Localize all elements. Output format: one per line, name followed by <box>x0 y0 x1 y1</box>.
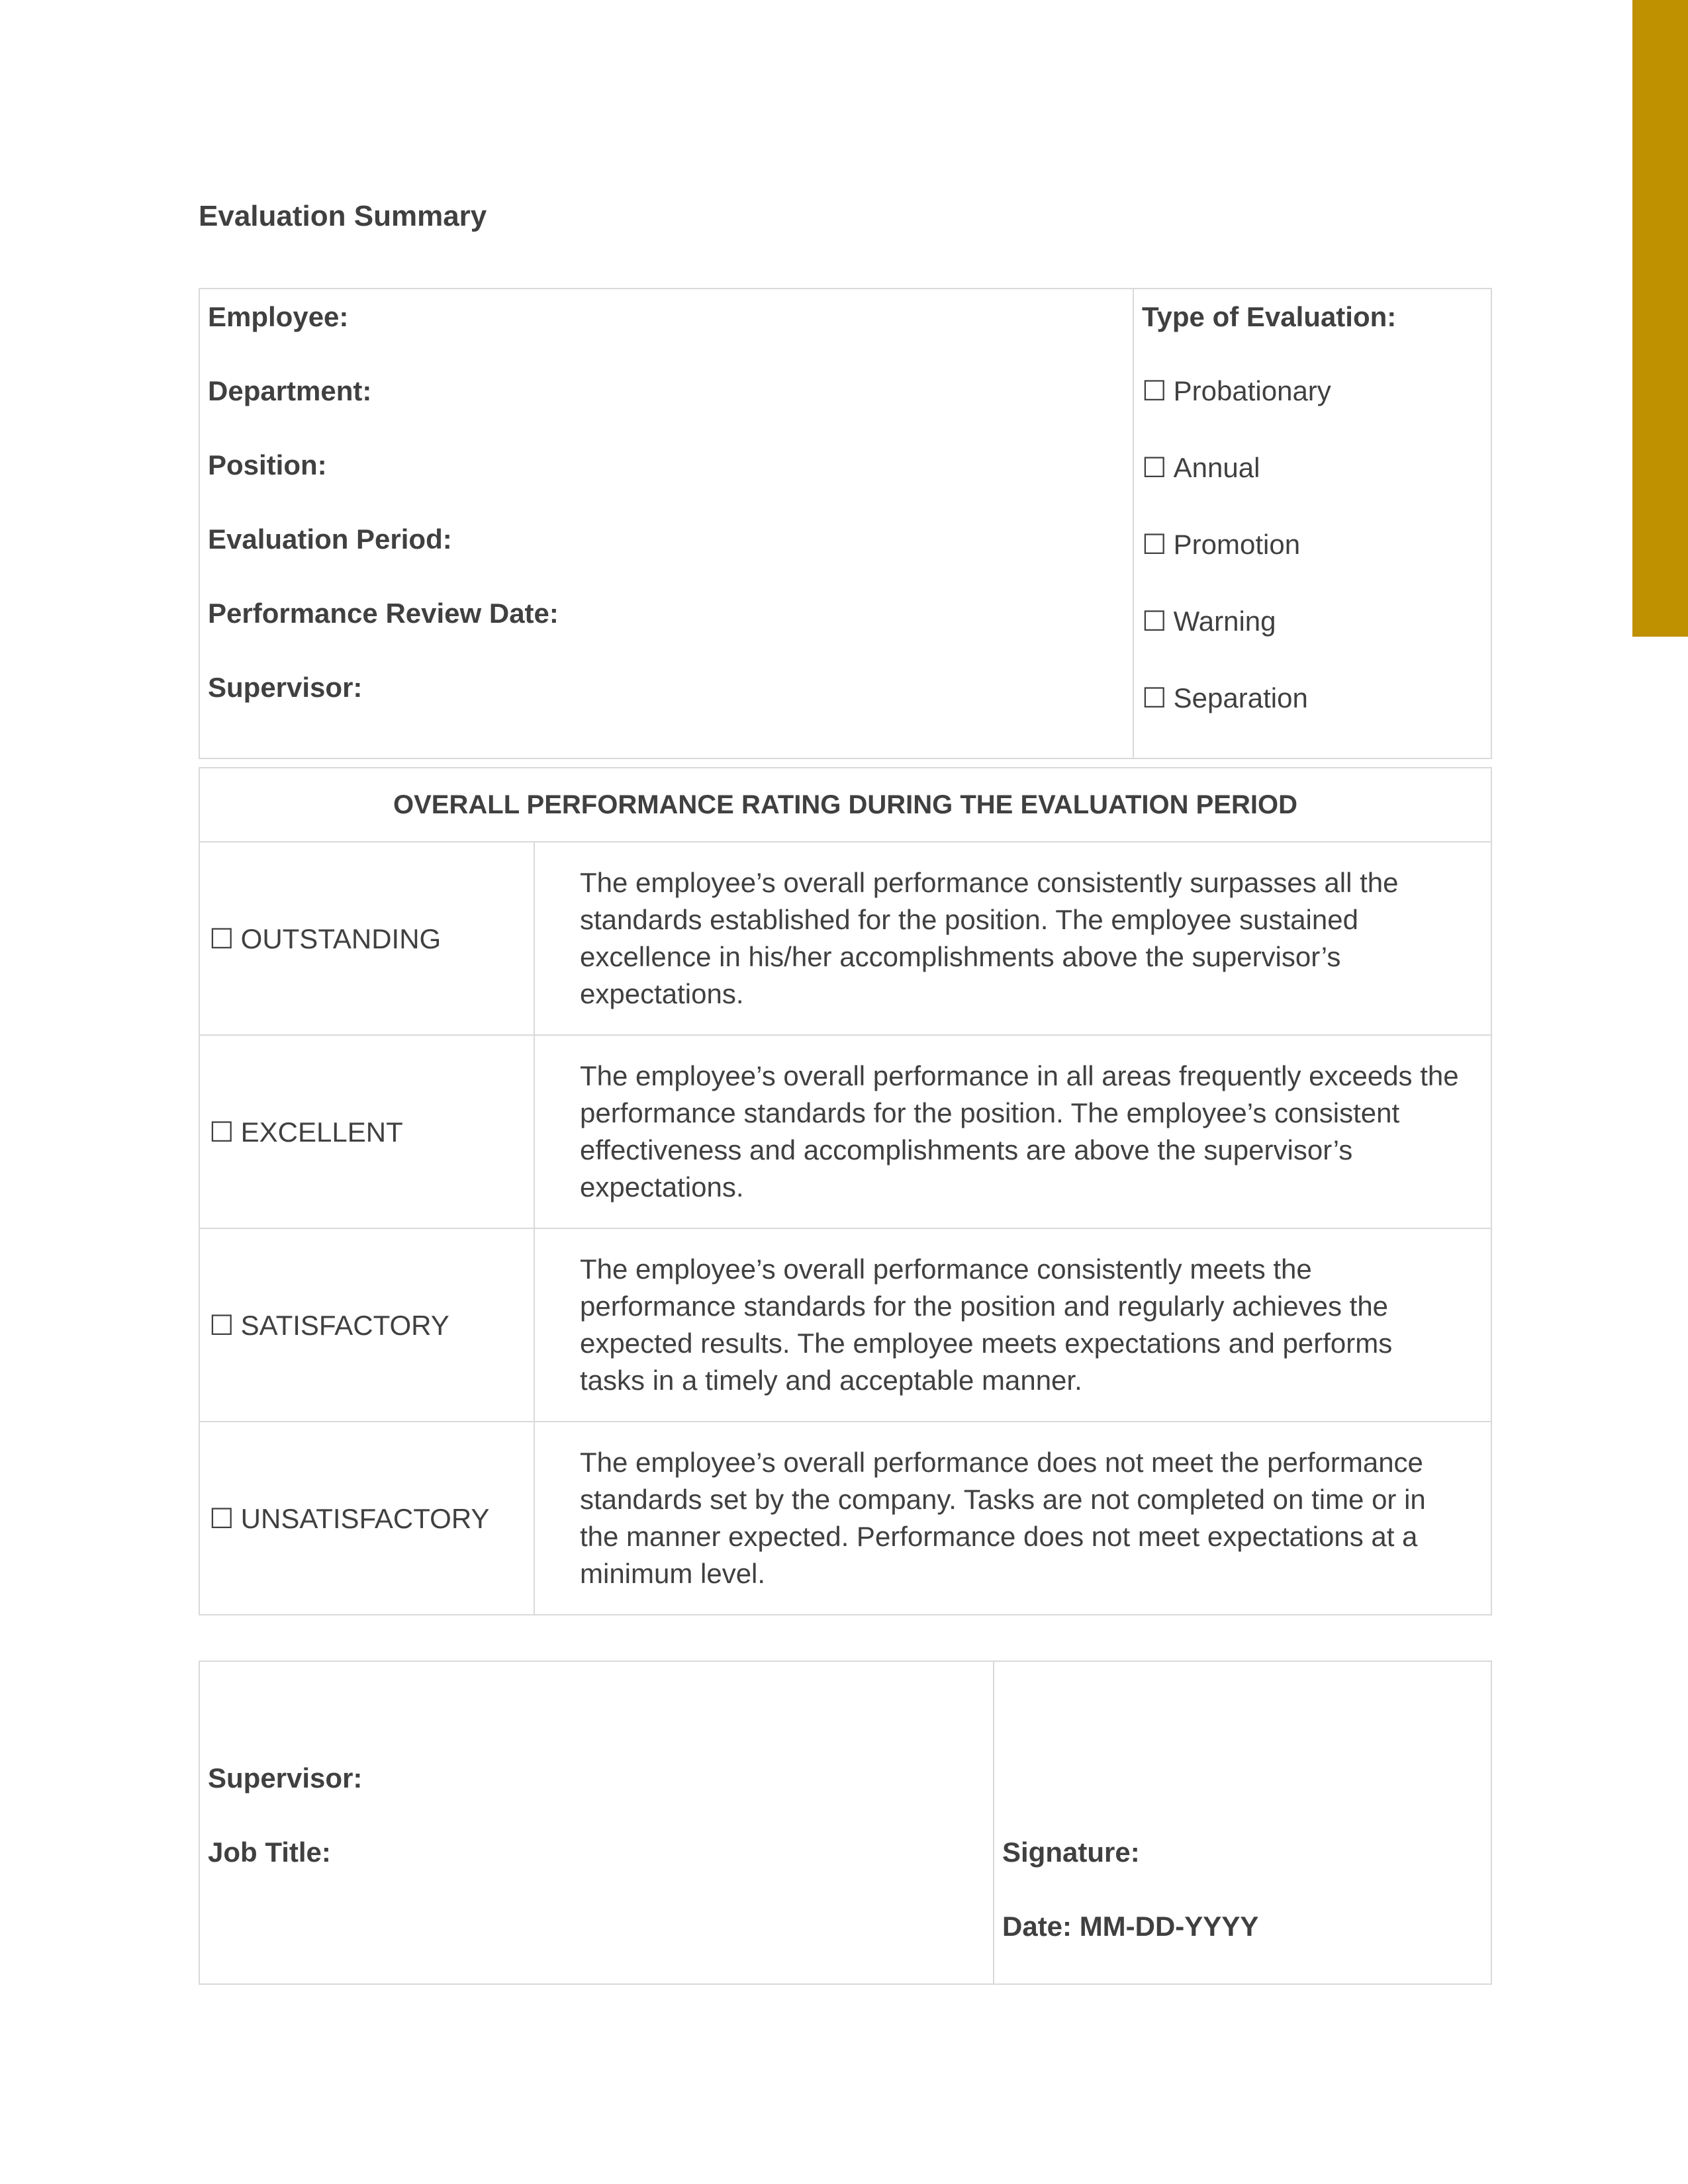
rating-row-unsatisfactory <box>199 1422 1491 1615</box>
checkbox-icon[interactable]: ☐ <box>209 1308 234 1342</box>
checkbox-icon[interactable]: ☐ <box>1142 605 1167 637</box>
rating-description: The employee’s overall performance in all areas frequently exceeds the performance standards for the position. The employee’s consistent effectiveness and accomplishments are above the supervisor’s expectations. <box>534 1035 1491 1228</box>
rating-label: EXCELLENT <box>240 1116 403 1148</box>
evaluation-type-label: Warning <box>1173 606 1276 637</box>
evaluation-type-probationary[interactable] <box>1142 374 1483 451</box>
evaluation-type-separation[interactable] <box>1142 681 1483 758</box>
signature-cell <box>994 1661 1491 1984</box>
decorative-accent-bar <box>1632 0 1688 637</box>
checkbox-icon[interactable]: ☐ <box>1142 682 1167 714</box>
department-label: Department: <box>208 375 372 406</box>
evaluation-type-warning[interactable] <box>1142 604 1483 681</box>
evaluation-type-label: Annual <box>1173 452 1260 483</box>
signoff-supervisor-label: Supervisor: <box>208 1762 363 1794</box>
rating-label: UNSATISFACTORY <box>240 1502 490 1534</box>
rating-option-unsatisfactory[interactable] <box>199 1422 534 1615</box>
evaluation-type-annual[interactable] <box>1142 451 1483 527</box>
supervisor-label: Supervisor: <box>208 672 363 703</box>
checkbox-icon[interactable]: ☐ <box>209 1115 234 1148</box>
rating-row-excellent <box>199 1035 1491 1228</box>
rating-description: The employee’s overall performance does not meet the performance standards set by the company. Tasks are not completed on time or in the manner expected. Performance does not meet expectations at a minimum level. <box>534 1422 1491 1615</box>
checkbox-icon[interactable]: ☐ <box>1142 375 1167 407</box>
checkbox-icon[interactable]: ☐ <box>209 922 234 955</box>
evaluation-type-heading: Type of Evaluation: <box>1142 301 1397 332</box>
evaluation-period-label: Evaluation Period: <box>208 523 452 555</box>
rating-row-outstanding <box>199 842 1491 1035</box>
signoff-table <box>199 1661 1492 1985</box>
performance-rating-table <box>199 767 1492 1615</box>
rating-row-satisfactory <box>199 1228 1491 1422</box>
employee-label: Employee: <box>208 301 349 332</box>
job-title-label: Job Title: <box>208 1837 331 1868</box>
rating-option-excellent[interactable] <box>199 1035 534 1228</box>
rating-description: The employee’s overall performance consistently meets the performance standards for the position and regularly achieves the expected results. The employee meets expectations and performs tasks in a timely and acceptable manner. <box>534 1228 1491 1422</box>
checkbox-icon[interactable]: ☐ <box>1142 451 1167 484</box>
checkbox-icon[interactable]: ☐ <box>1142 528 1167 561</box>
evaluation-type-label: Probationary <box>1173 375 1331 406</box>
evaluation-type-cell <box>1133 289 1491 758</box>
evaluation-type-label: Promotion <box>1173 529 1301 560</box>
rating-option-satisfactory[interactable] <box>199 1228 534 1422</box>
rating-label: SATISFACTORY <box>240 1309 449 1341</box>
date-label: Date: MM-DD-YYYY <box>1002 1911 1259 1942</box>
rating-option-outstanding[interactable] <box>199 842 534 1035</box>
position-label: Position: <box>208 449 327 480</box>
employee-fields-cell <box>199 289 1133 758</box>
rating-table-header: OVERALL PERFORMANCE RATING DURING THE EVALUATION PERIOD <box>199 768 1491 842</box>
evaluation-type-label: Separation <box>1173 682 1308 713</box>
employee-summary-table <box>199 288 1492 759</box>
page-title: Evaluation Summary <box>199 200 487 232</box>
performance-review-date-label: Performance Review Date: <box>208 598 559 629</box>
checkbox-icon[interactable]: ☐ <box>209 1502 234 1535</box>
rating-description: The employee’s overall performance consistently surpasses all the standards established for the position. The employee sustained excellence in his/her accomplishments above the supervisor’s expectations. <box>534 842 1491 1035</box>
evaluation-type-promotion[interactable] <box>1142 527 1483 604</box>
supervisor-signoff-cell <box>199 1661 994 1984</box>
signature-label: Signature: <box>1002 1837 1140 1868</box>
rating-label: OUTSTANDING <box>240 923 442 954</box>
